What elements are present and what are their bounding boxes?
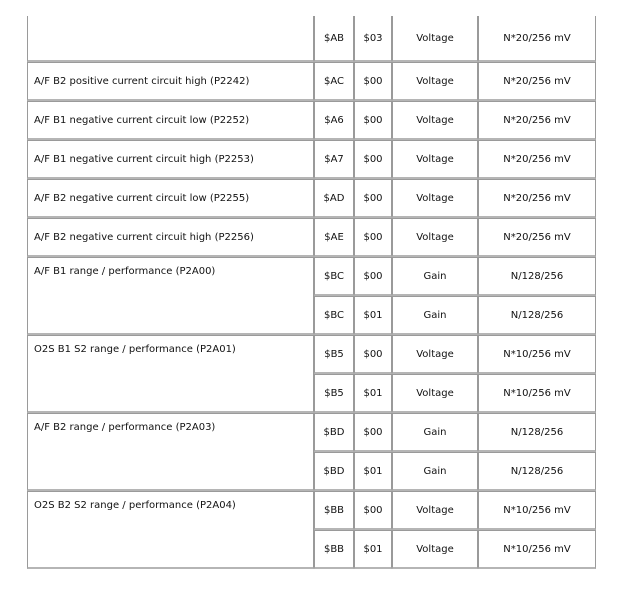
unit-type-cell: Voltage <box>392 218 478 257</box>
tid-cell: $BB <box>314 530 354 569</box>
tid-cell: $BC <box>314 296 354 335</box>
conversion-cell: N/128/256 <box>478 257 596 296</box>
cid-cell: $00 <box>354 491 392 530</box>
table-row <box>27 491 596 530</box>
test-name-cell: O2S B1 S2 range / performance (P2A01) <box>27 335 314 413</box>
tid-cell: $AD <box>314 179 354 218</box>
tid-cell: $A6 <box>314 101 354 140</box>
tid-cell: $AC <box>314 62 354 101</box>
cid-cell: $03 <box>354 16 392 62</box>
unit-type-cell: Gain <box>392 452 478 491</box>
tid-cell: $BC <box>314 257 354 296</box>
cid-cell: $00 <box>354 62 392 101</box>
test-name-cell: A/F B1 range / performance (P2A00) <box>27 257 314 335</box>
unit-type-cell: Voltage <box>392 62 478 101</box>
table-row <box>27 179 596 218</box>
tid-cell: $B5 <box>314 374 354 413</box>
conversion-cell: N/128/256 <box>478 452 596 491</box>
table-row <box>27 101 596 140</box>
table-row <box>27 218 596 257</box>
conversion-cell: N*20/256 mV <box>478 101 596 140</box>
conversion-cell: N*10/256 mV <box>478 335 596 374</box>
conversion-cell: N*20/256 mV <box>478 179 596 218</box>
cid-cell: $00 <box>354 413 392 452</box>
conversion-cell: N*10/256 mV <box>478 374 596 413</box>
test-name-cell: A/F B2 negative current circuit high (P2256) <box>27 218 314 257</box>
unit-type-cell: Voltage <box>392 101 478 140</box>
unit-type-cell: Voltage <box>392 16 478 62</box>
unit-type-cell: Voltage <box>392 140 478 179</box>
conversion-cell: N*10/256 mV <box>478 491 596 530</box>
table-row <box>27 140 596 179</box>
table-row <box>27 335 596 374</box>
unit-type-cell: Voltage <box>392 530 478 569</box>
cid-cell: $01 <box>354 374 392 413</box>
test-name-cell: A/F B1 negative current circuit high (P2253) <box>27 140 314 179</box>
tid-cell: $AB <box>314 16 354 62</box>
table-row <box>27 62 596 101</box>
cid-cell: $01 <box>354 452 392 491</box>
tid-cell: $A7 <box>314 140 354 179</box>
unit-type-cell: Gain <box>392 296 478 335</box>
unit-type-cell: Voltage <box>392 335 478 374</box>
table-row <box>27 413 596 452</box>
test-name-cell: A/F B2 range / performance (P2A03) <box>27 413 314 491</box>
cid-cell: $00 <box>354 218 392 257</box>
unit-type-cell: Voltage <box>392 491 478 530</box>
cid-cell: $00 <box>354 335 392 374</box>
cid-cell: $00 <box>354 101 392 140</box>
conversion-cell: N*20/256 mV <box>478 16 596 62</box>
tid-cell: $AE <box>314 218 354 257</box>
conversion-cell: N/128/256 <box>478 413 596 452</box>
test-name-cell: O2S B2 S2 range / performance (P2A04) <box>27 491 314 569</box>
unit-type-cell: Gain <box>392 257 478 296</box>
conversion-cell: N*20/256 mV <box>478 62 596 101</box>
conversion-cell: N*20/256 mV <box>478 140 596 179</box>
unit-type-cell: Voltage <box>392 374 478 413</box>
test-name-cell: A/F B1 negative current circuit low (P2252) <box>27 101 314 140</box>
conversion-cell: N/128/256 <box>478 296 596 335</box>
table-row <box>27 257 596 296</box>
unit-type-cell: Voltage <box>392 179 478 218</box>
test-name-cell: A/F B2 positive current circuit high (P2242) <box>27 62 314 101</box>
table-row <box>27 16 596 62</box>
tid-cell: $B5 <box>314 335 354 374</box>
test-name-cell <box>27 16 314 62</box>
monitor-test-table <box>27 16 596 569</box>
tid-cell: $BD <box>314 413 354 452</box>
cid-cell: $00 <box>354 257 392 296</box>
cid-cell: $01 <box>354 296 392 335</box>
cid-cell: $00 <box>354 179 392 218</box>
cid-cell: $01 <box>354 530 392 569</box>
test-name-cell: A/F B2 negative current circuit low (P2255) <box>27 179 314 218</box>
cid-cell: $00 <box>354 140 392 179</box>
tid-cell: $BD <box>314 452 354 491</box>
tid-cell: $BB <box>314 491 354 530</box>
conversion-cell: N*10/256 mV <box>478 530 596 569</box>
unit-type-cell: Gain <box>392 413 478 452</box>
conversion-cell: N*20/256 mV <box>478 218 596 257</box>
